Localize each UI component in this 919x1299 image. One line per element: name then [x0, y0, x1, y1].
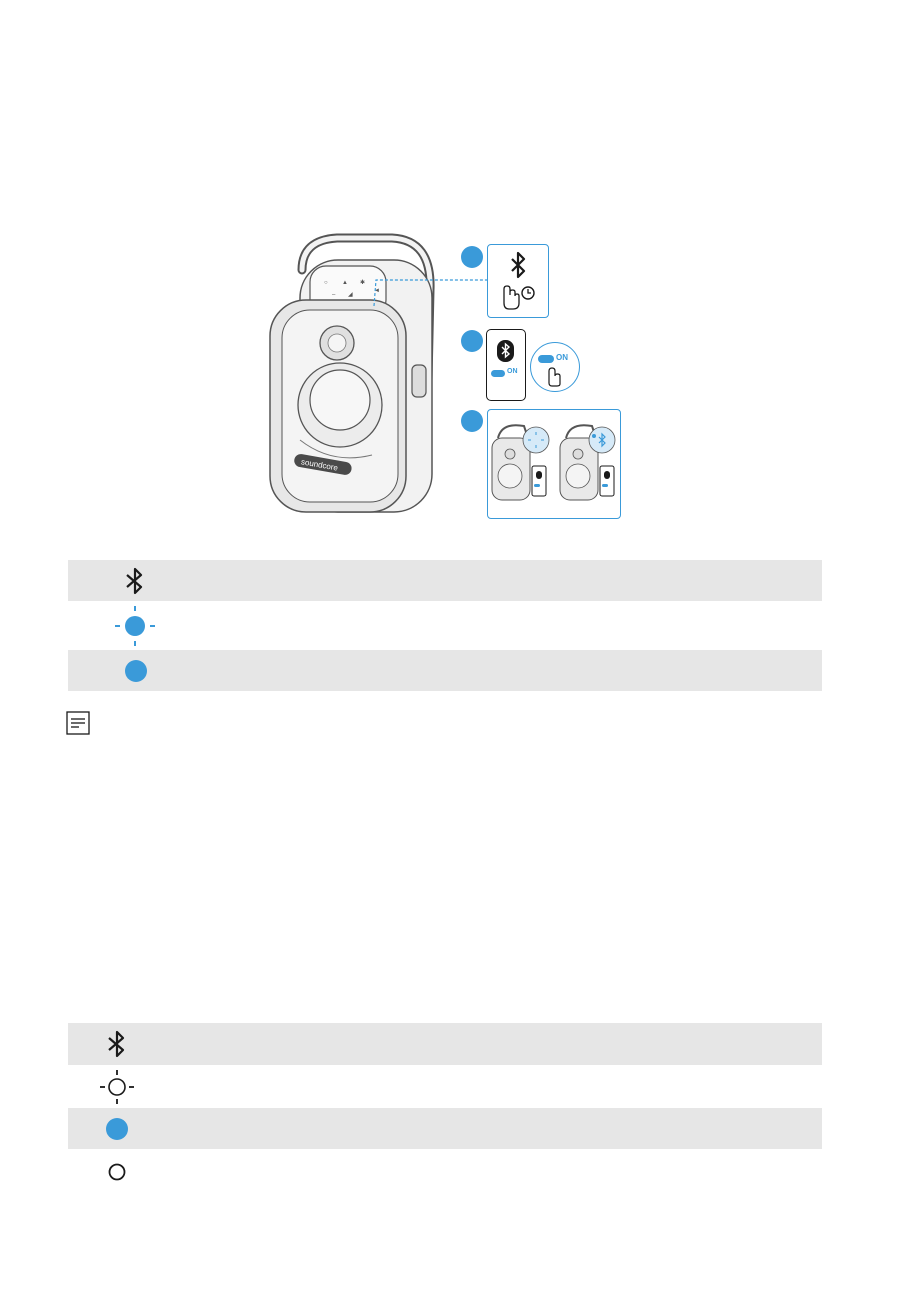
blue-led-solid-icon [105, 1117, 129, 1141]
bluetooth-icon [103, 1028, 131, 1060]
table-row [68, 560, 822, 601]
speaker-illustration [262, 230, 442, 520]
blue-led-flashing-icon [112, 603, 158, 649]
step-1-badge [461, 246, 483, 268]
toggle-on-label: ON [507, 368, 518, 375]
table-row [68, 650, 822, 691]
toggle-switch-zoom[interactable] [538, 355, 554, 363]
speaker-icon [262, 230, 442, 520]
led-off-icon [107, 1162, 127, 1182]
bluetooth-icon [497, 340, 514, 362]
step-2-phone [486, 329, 526, 401]
led-flashing-icon [97, 1067, 137, 1107]
bluetooth-icon [512, 253, 524, 277]
blue-led-solid-icon [124, 659, 148, 683]
clock-icon [522, 287, 534, 299]
svg-text:◄: ◄ [374, 288, 380, 294]
bluetooth-icon [121, 566, 149, 596]
svg-text:–: – [332, 292, 336, 298]
step-3-panel [487, 409, 621, 519]
table-row [68, 601, 822, 650]
toggle-switch[interactable] [491, 370, 505, 377]
leader-line [372, 278, 492, 308]
table-row [68, 1023, 822, 1065]
toggle-on-label-zoom: ON [556, 353, 568, 362]
svg-text:◢: ◢ [348, 292, 353, 298]
table-row [68, 1108, 822, 1149]
step-1-panel [487, 244, 549, 318]
table-row [68, 1149, 822, 1192]
finger-press-icon [504, 286, 519, 309]
step-2-zoom-circle [530, 342, 580, 392]
svg-text:○: ○ [324, 280, 328, 286]
svg-text:✱: ✱ [360, 280, 366, 286]
brand-logo: soundcore [300, 457, 339, 473]
finger-tap-icon [545, 365, 565, 387]
note-icon [66, 711, 90, 735]
table-row [68, 1065, 822, 1108]
step-2-badge [461, 330, 483, 352]
step-3-badge [461, 410, 483, 432]
svg-text:▲: ▲ [342, 280, 348, 286]
